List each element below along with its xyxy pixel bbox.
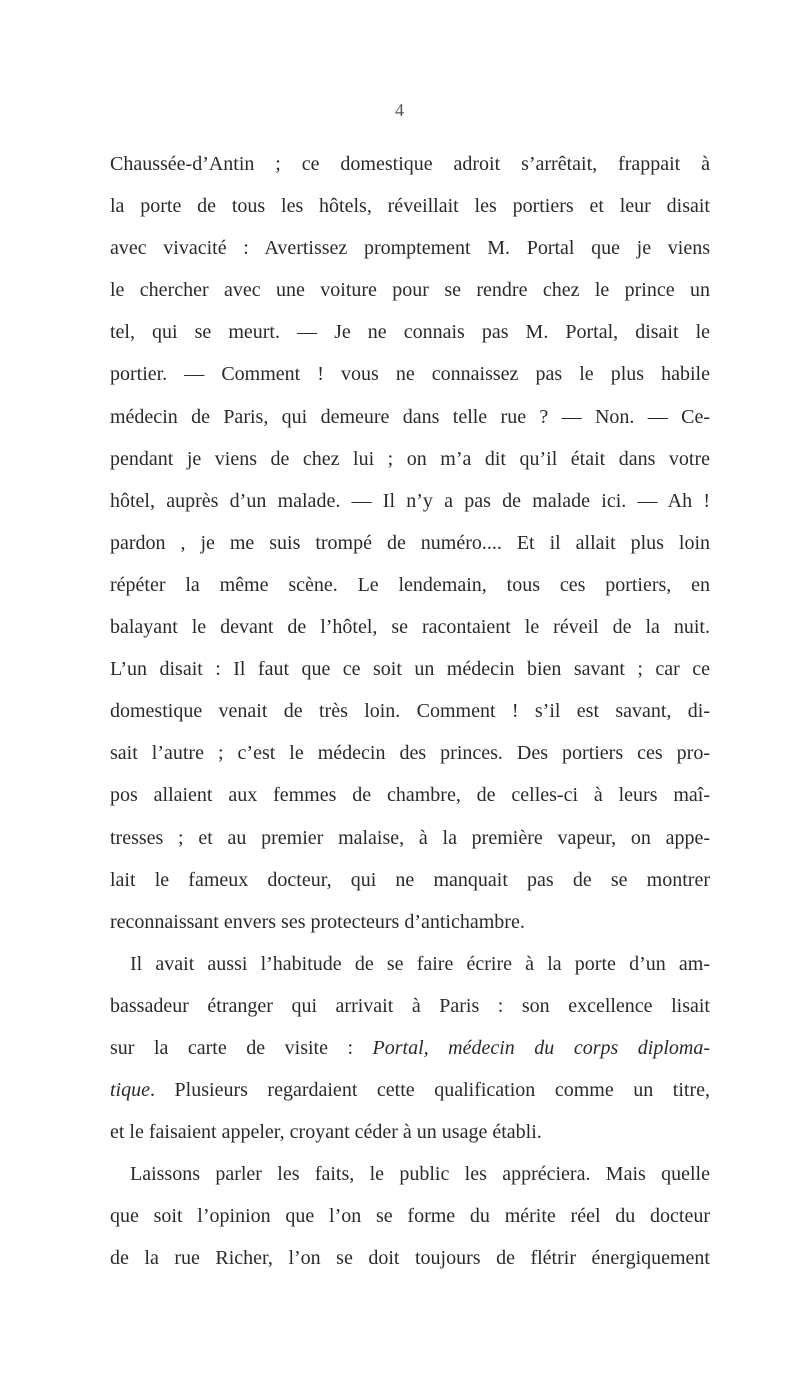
text-line [110, 648, 710, 690]
text-line [110, 1027, 710, 1069]
text-line [110, 817, 710, 859]
line-text: tresses ; et au premier malaise, à la première vapeur, on appe- [110, 826, 710, 849]
text-line [110, 859, 710, 901]
text-line [110, 564, 710, 606]
text-line [110, 269, 710, 311]
page-number: 4 [395, 100, 405, 120]
text-line [110, 438, 710, 480]
line-text: pos allaient aux femmes de chambre, de celles-ci à leurs maî- [110, 784, 710, 807]
line-text: L’un disait : Il faut que ce soit un médecin bien savant ; car ce [110, 658, 710, 681]
body-text [110, 143, 710, 1280]
line-text: Chaussée-d’Antin ; ce domestique adroit s’arrêtait, frappait à [110, 153, 710, 175]
line-text: sur la carte de visite : [110, 1036, 373, 1059]
line-text: la porte de tous les hôtels, réveillait les portiers et leur disait [110, 195, 710, 218]
line-text: répéter la même scène. Le lendemain, tous ces portiers, en [110, 573, 710, 596]
text-line [110, 1069, 710, 1111]
text-line [110, 1195, 710, 1237]
line-text: portier. — Comment ! vous ne connaissez pas le plus habile [110, 363, 710, 386]
text-line [110, 774, 710, 816]
line-text: . Plusieurs regardaient cette qualification comme un titre, [150, 1079, 710, 1102]
italic-text: tique [110, 1079, 150, 1102]
text-line [110, 690, 710, 732]
line-text: pardon , je me suis trompé de numéro.... Et il allait plus loin [110, 531, 710, 554]
text-line [110, 732, 710, 774]
text-line [110, 985, 710, 1027]
line-text: bassadeur étranger qui arrivait à Paris : son excellence lisait [110, 994, 710, 1017]
text-line [110, 185, 710, 227]
line-text: Laissons parler les faits, le public les appréciera. Mais quelle [130, 1163, 710, 1186]
line-text: lait le fameux docteur, qui ne manquait pas de se montrer [110, 868, 710, 891]
line-text: avec vivacité : Avertissez promptement M. Portal que je viens [110, 237, 710, 260]
line-text: pendant je viens de chez lui ; on m’a dit qu’il était dans votre [110, 447, 710, 470]
text-line [110, 396, 710, 438]
text-line [110, 901, 710, 943]
line-text: balayant le devant de l’hôtel, se racontaient le réveil de la nuit. [110, 616, 710, 639]
text-line [110, 943, 710, 985]
line-text: et le faisaient appeler, croyant céder à un usage établi. [110, 1121, 542, 1144]
text-line [110, 311, 710, 353]
line-text: reconnaissant envers ses protecteurs d’antichambre. [110, 910, 525, 933]
text-line [110, 522, 710, 564]
text-line [110, 227, 710, 269]
line-text: de la rue Richer, l’on se doit toujours de flétrir énergiquement [110, 1247, 710, 1270]
line-text: sait l’autre ; c’est le médecin des princes. Des portiers ces pro- [110, 742, 710, 765]
line-text: le chercher avec une voiture pour se rendre chez le prince un [110, 279, 710, 302]
text-line [110, 1111, 710, 1153]
line-text: tel, qui se meurt. — Je ne connais pas M. Portal, disait le [110, 321, 710, 344]
text-line [110, 480, 710, 522]
line-text: médecin de Paris, qui demeure dans telle rue ? — Non. — Ce- [110, 405, 710, 428]
text-line [110, 1237, 710, 1279]
italic-text: Portal, médecin du corps diploma- [372, 1036, 710, 1059]
text-line [110, 143, 710, 185]
line-text: Il avait aussi l’habitude de se faire écrire à la porte d’un am- [130, 952, 710, 975]
text-line [110, 606, 710, 648]
line-text: domestique venait de très loin. Comment ! s’il est savant, di- [110, 700, 710, 723]
text-line [110, 1153, 710, 1195]
text-line [110, 353, 710, 395]
line-text: que soit l’opinion que l’on se forme du mérite réel du docteur [110, 1205, 710, 1228]
line-text: hôtel, auprès d’un malade. — Il n’y a pas de malade ici. — Ah ! [110, 489, 710, 512]
